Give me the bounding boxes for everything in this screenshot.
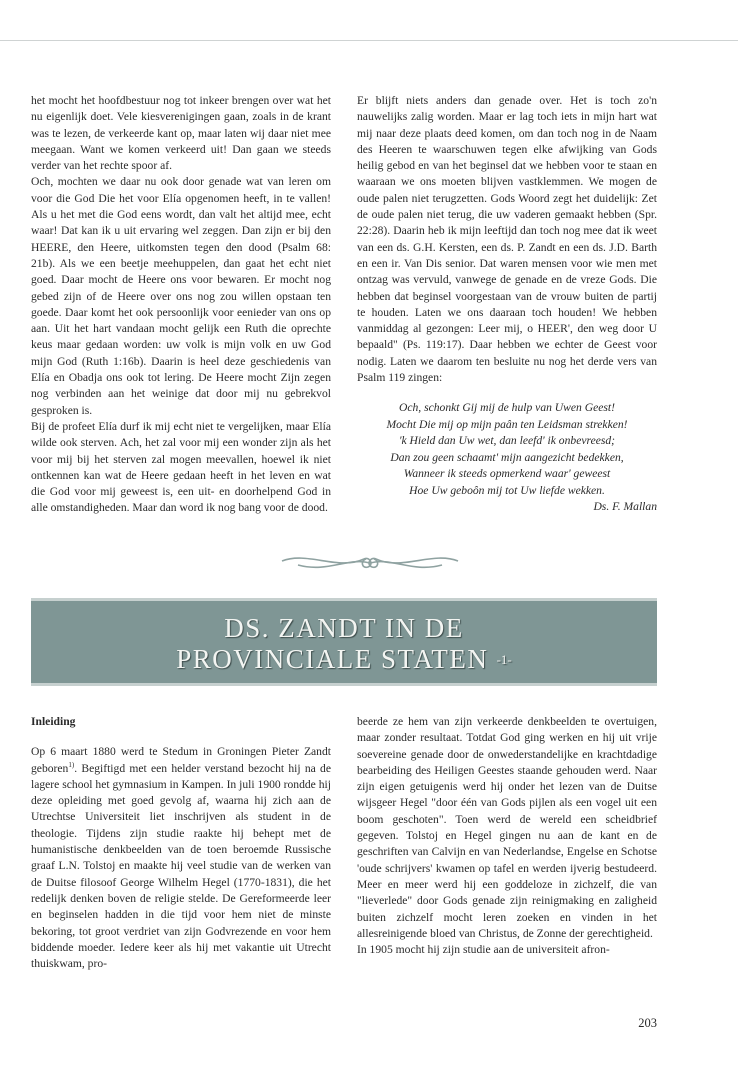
author-signature: Ds. F. Mallan [593, 500, 657, 514]
column-bottom-left [31, 714, 331, 972]
poem-line: Mocht Die mij op mijn paân ten Leidsman strekken! [386, 417, 628, 431]
page-number: 203 [638, 1016, 657, 1030]
section-heading: Inleiding [31, 715, 76, 728]
banner-title-line-2 [31, 644, 657, 675]
paragraph [31, 744, 331, 972]
column-top-right [357, 93, 657, 516]
paragraph: Och, mochten we daar nu ook door genade wat van leren om voor die God Die het voor Elía opgenomen heeft, in te vallen! Als u het met die God eens wordt, dan valt het altijd mee, echt waar! Dat kan ik u uit ervaring wel zeggen. Dan zijn er bij den HEERE, den Heere, uitkomsten tegen den dood (Psalm 68: 21b). Als we een beetje meehuppelen, dan gaat het echt niet goed. Daar mocht de Heere ons voor bewaren. Er mocht nog gebed zijn of de Heere over ons nog zou willen opstaan ten goede. Daar komt het ook persoonlijk voor eenieder van ons op aan. Uit het hart vandaan mocht gelijk een Ruth die oprechte keus maar gedaan worden: uw volk is mijn volk en uw God mijn God (Ruth 1:16b). Daarin is heel deze geschiedenis van Elía en Obadja ons ook tot lering. De Heere mocht Zijn zegen nog verbinden aan het weinige dat door mij nu gebrekvol gesproken is. [31, 175, 331, 417]
article-title-banner [31, 598, 657, 686]
poem-line: 'k Hield dan Uw wet, dan leefd' ik onbevreesd; [398, 434, 616, 448]
ornament-divider-icon [278, 547, 462, 575]
paragraph: In 1905 mocht hij zijn studie aan de universiteit afron- [357, 943, 610, 957]
paragraph: Er blijft niets anders dan genade over. Het is toch zo'n nauwelijks zalig worden. Maar er lag toch iets in mijn hart wat mij naar deze plaats deed komen, om dan toch nog in de Naam des Heeren te waarschuwen tegen elke afwijking van Gods heilig gebod en van het beginsel dat we hebben voor te staan en waaraan we ons moeten blijven vastklemmen. We mogen de oude palen niet terugzetten. Gods Woord zegt het duidelijk: Zet de oude palen niet terug, die uw vaderen gemaakt hebben (Spr. 22:28). Daarin heb ik mijn leeftijd dan toch nog mee dat ik weet van een ds. G.H. Kersten, een ds. P. Zandt en een ds. J.D. Barth en een ir. Van Dis senior. Dat waren mensen voor wie men met ontzag was vervuld, vanwege de genade en de vreze Gods. Die hebben dat beginsel voorgestaan van de vrouw buiten de partij te houden. Laten we ons daaraan toch houden! We hebben vanmiddag al gezongen: Leer mij, o HEER', den weg door U bepaald" (Ps. 119:17). Daar hebben we echter de Geest voor nodig. Laten we daarom ten besluite nu nog het derde vers van Psalm 119 zingen: [357, 94, 657, 385]
psalm-verse [357, 400, 657, 499]
poem-line: Dan zou geen schaamt' mijn aangezicht bedekken, [390, 450, 624, 464]
paragraph-text: . Begiftigd met een helder verstand bezocht hij na de lagere school het gymnasium in Kampen. In juli 1900 rondde hij deze opleiding met goed gevolg af, waarna hij zich aan de Utrechtse Universiteit liet inschrijven als student in de theologie. Tijdens zijn studie raakte hij behept met de humanistische denkbeelden van de toen beroemde Russische graaf L.N. Tolstoj en maakte hij veel studie van de werken van de Duitse filosoof George Wilhelm Hegel (1770-1831), die het redelijk denken boven de religie stelde. De Gereformeerde leer en beginselen hadden in die tijd voor hem niet de minste bekoring, tot groot verdriet van zijn Godvrezende en voor hem biddende moeder. Iedere keer als hij met vakantie uit Utrecht thuiskwam, pro- [31, 761, 331, 971]
column-bottom-right [357, 714, 657, 958]
poem-line: Wanneer ik steeds opmerkend waar' geweest [403, 467, 611, 481]
footnote-marker: 1) [68, 760, 75, 769]
paragraph: het mocht het hoofdbestuur nog tot inkeer brengen over wat het nu eigenlijk doet. Vele kiesverenigingen gaan, zoals in de krant was te lezen, de verkeerde kant op, maar laten wij daar niet mee meegaan. Want we komen verkeerd uit! Dan gaan we steeds verder van het rechte spoor af. [31, 94, 331, 173]
column-top-left [31, 93, 331, 517]
poem-line: Och, schonkt Gij mij de hulp van Uwen Geest! [398, 401, 616, 415]
poem-line: Hoe Uw geboôn mij tot Uw liefde wekken. [409, 483, 605, 497]
paragraph: Bij de profeet Elía durf ik mij echt niet te vergelijken, maar Elía wilde ook sterven. Ach, het zal voor mij een wonder zijn als het voor mij bij het sterven zal mogen meevallen, hoewel ik niet ontkennen kan wat de Heere gedaan heeft in het leven en wat die God voor mij geweest is, een uit- en doorhelpend God in alle omstandigheden. Maar dan word ik nog bang voor de dood. [31, 419, 331, 515]
banner-title-line-1: DS. ZANDT IN DE [224, 613, 464, 643]
banner-title-text: PROVINCIALE STATEN [176, 644, 489, 674]
page-top-rule [0, 40, 738, 41]
paragraph-text: Op 6 maart 1880 werd te Stedum in Groningen Pieter Zandt geboren [31, 745, 331, 775]
paragraph: beerde ze hem van zijn verkeerde denkbeelden te overtuigen, maar zonder resultaat. Totdat God ging werken en hij uit vrije soevereine genade door de onwederstandelijke en krachtdadige bearbeiding des Heiligen Geestes staande gehouden werd. Naar zijn eigen getuigenis werd hij onder het lezen van de Duitse wijsgeer Hegel "door één van Gods pijlen als een vogel uit een boom geschoten". Toen werd de wereld een scheidbrief gegeven. Tolstoj en Hegel gingen nu aan de kant en de geschriften van Calvijn en van Nederlandse, Engelse en Schotse 'oude schrijvers' kwamen op tafel en werden ijverig bestudeerd. Meer en meer werd hij een goddeloze in zichzelf, die van "lieverlede" door Gods genade zijn reinigmaking en zaligheid buiten zichzelf mocht leren zoeken en vinden in het allesreinigende bloed van Christus, de Zonne der gerechtigheid. [357, 715, 657, 940]
part-number: -1- [496, 652, 512, 667]
